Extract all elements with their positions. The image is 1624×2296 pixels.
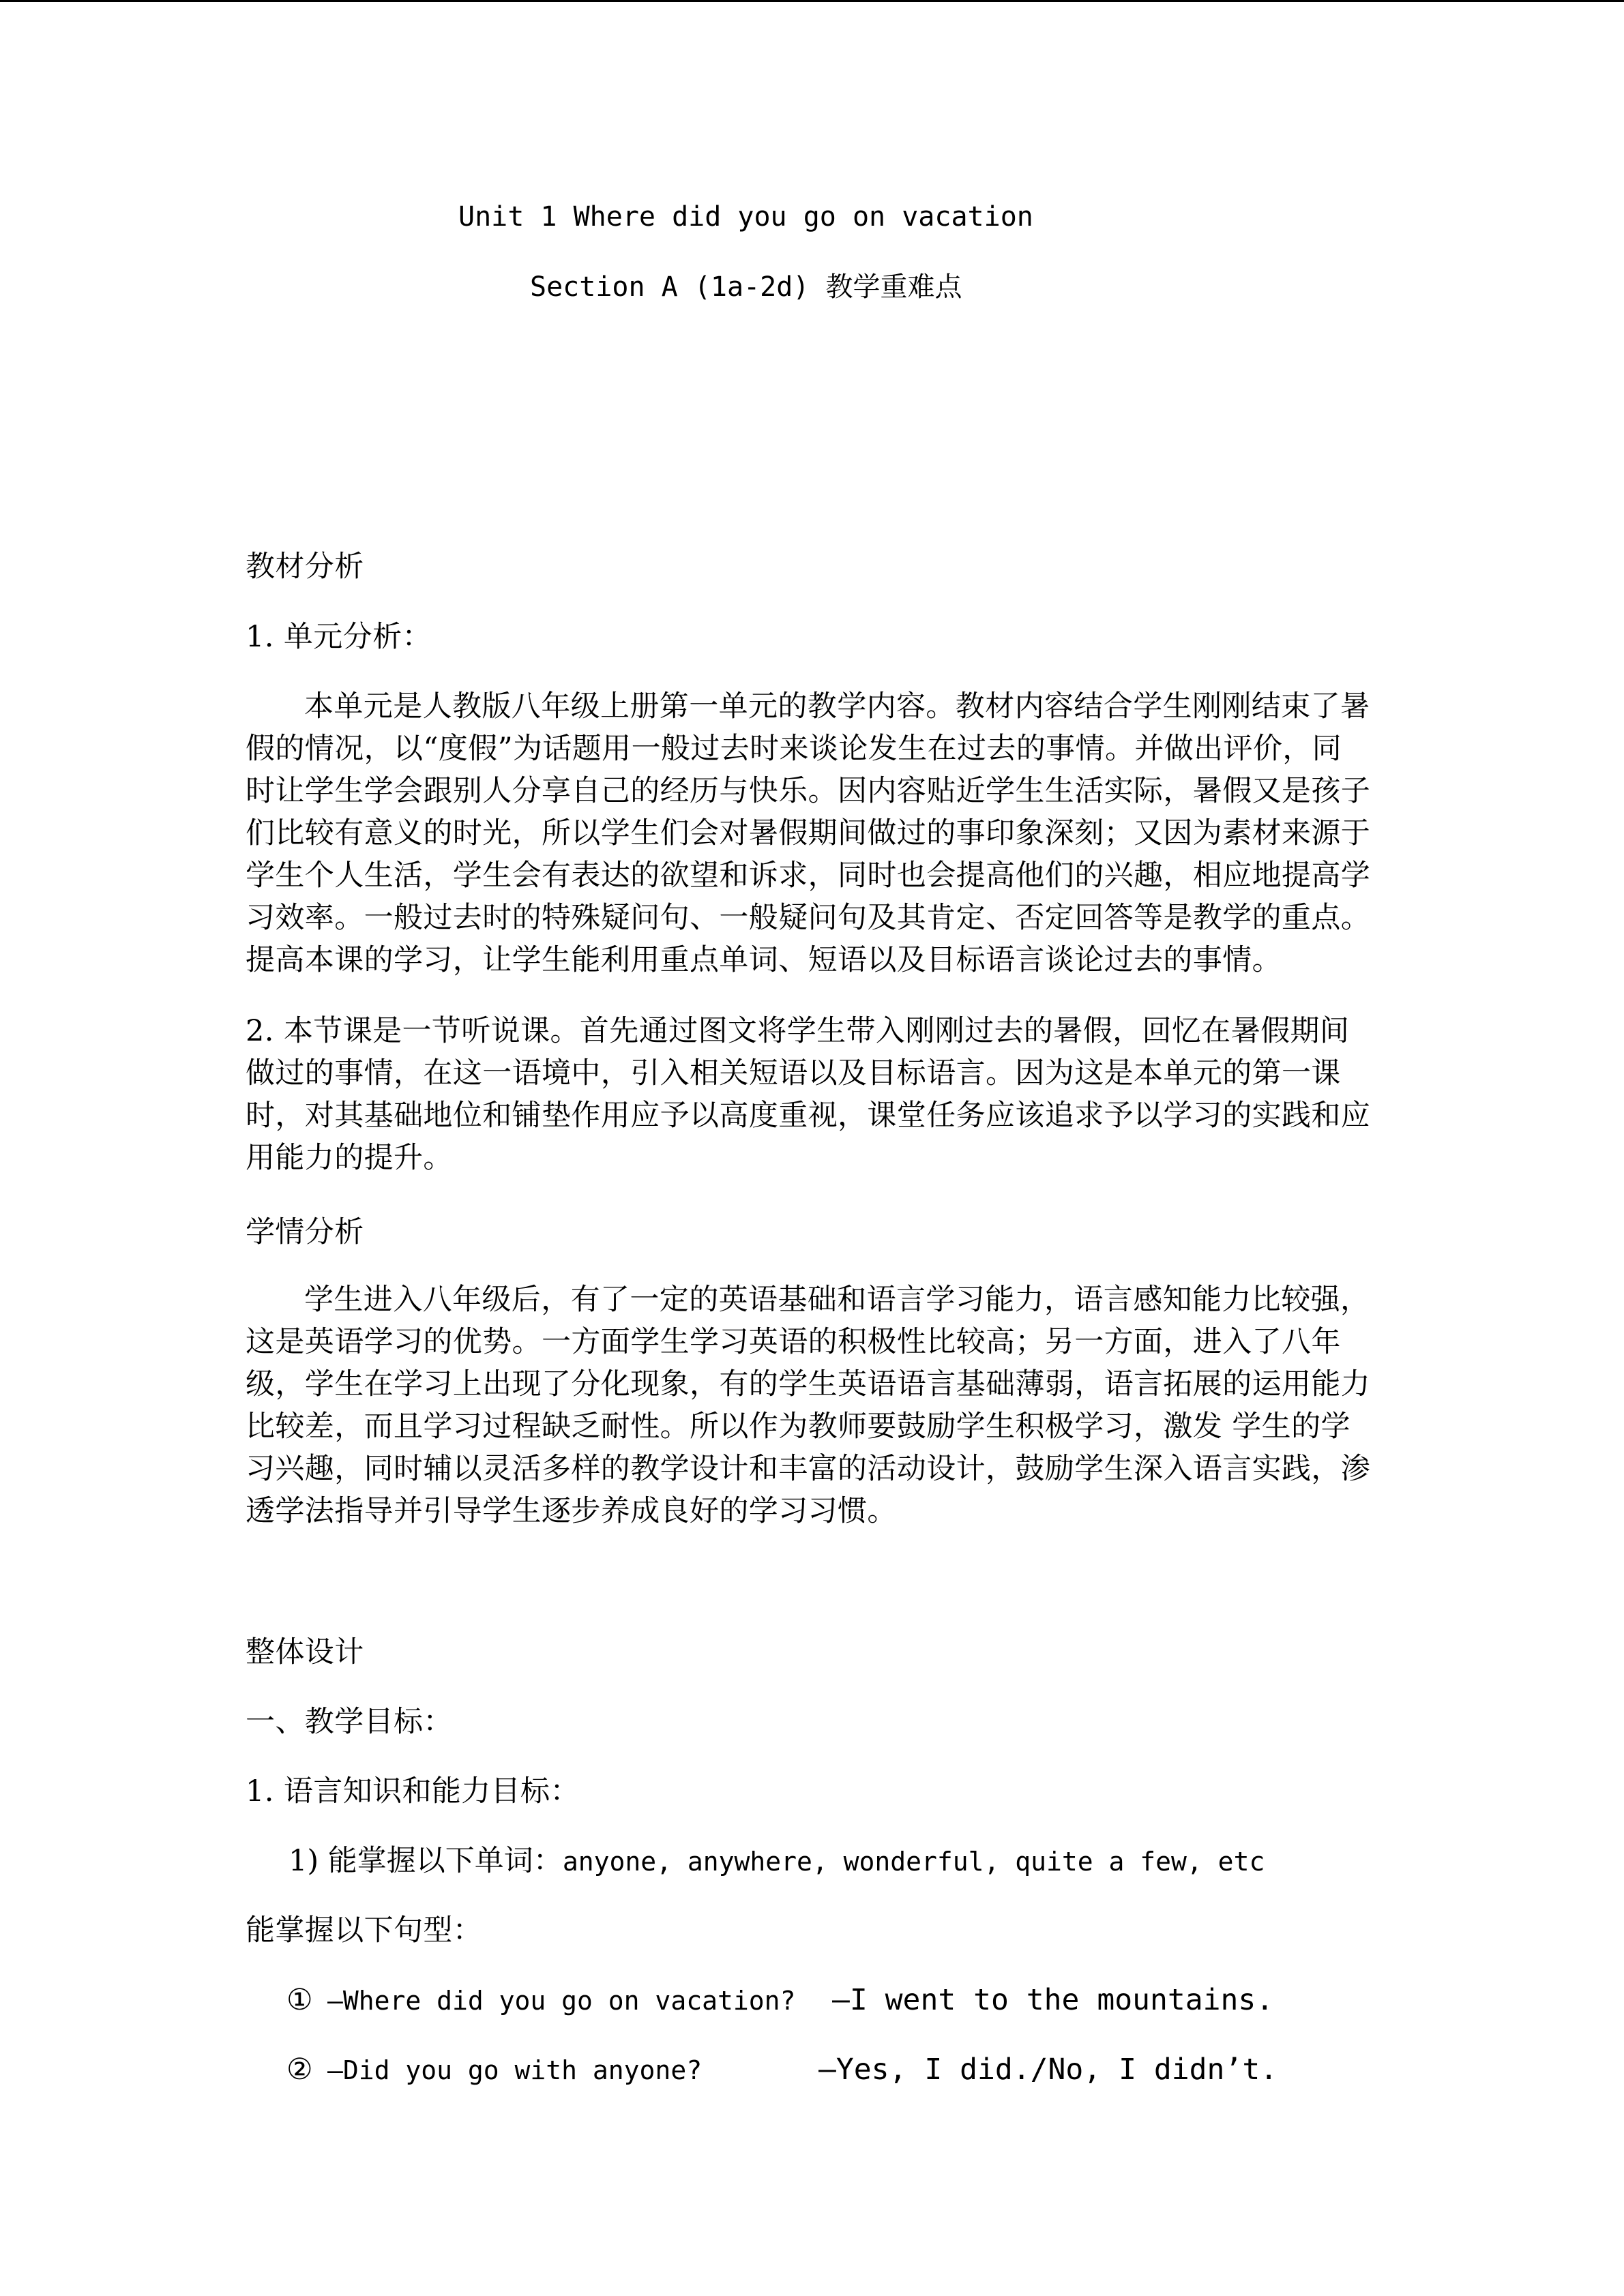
sentence-pattern-2: [286, 2048, 702, 2091]
unit-analysis-heading: 1. 单元分析：: [246, 620, 432, 654]
lesson-type-paragraph: 2. 本节课是一节听说课。首先通过图文将学生带入刚刚过去的暑假，回忆在暑假期间做过的事情，在这一语境中，引入相关短语以及目标语言。因为这是本单元的第一课时，对其基础地位和铺垫作用应予以高度重视，课堂任务应该追求予以学习的实践和应用能力的提升。: [246, 1014, 1371, 1175]
overall-design-heading: 整体设计: [246, 1635, 364, 1669]
document-subtitle: Section A (1a-2d) 教学重难点: [530, 271, 962, 303]
sentence-1-answer: —I went to the mountains.: [832, 1983, 1274, 2017]
document-title: Unit 1 Where did you go on vacation: [458, 201, 1033, 233]
teaching-goals-heading: 一、教学目标：: [246, 1705, 453, 1739]
sentence-pattern-1: [286, 1979, 795, 2022]
unit-analysis-paragraph: 本单元是人教版八年级上册第一单元的教学内容。教材内容结合学生刚刚结束了暑假的情况，以“度假”为话题用一般过去时来谈论发生在过去的事情。并做出评价，同时让学生学会跟别人分享自己的经历与快乐。因内容贴近学生生活实际，暑假又是孩子们比较有意义的时光，所以学生们会对暑假期间做过的事印象深刻；又因为素材来源于学生个人生活，学生会有表达的欲望和诉求，同时也会提高他们的兴趣，相应地提高学习效率。一般过去时的特殊疑问句、一般疑问句及其肯定、否定回答等是教学的重点。提高本课的学习，让学生能利用重点单词、短语以及目标语言谈论过去的事情。: [246, 689, 1371, 977]
language-goals-heading: 1. 语言知识和能力目标：: [246, 1774, 580, 1808]
vocabulary-prefix: 1) 能掌握以下单词：: [289, 1844, 563, 1878]
sentence-1-marker: ①: [286, 1983, 313, 2017]
sentence-2-marker: ②: [286, 2053, 313, 2087]
page-top-border: [0, 0, 1624, 2]
vocabulary-words: anyone, anywhere, wonderful, quite a few, etc: [562, 1847, 1265, 1877]
sentence-2-answer: —Yes, I did./No, I didn’t.: [818, 2053, 1278, 2087]
sentence-2-question: —Did you go with anyone?: [327, 2055, 703, 2085]
learner-analysis-paragraph: 学生进入八年级后，有了一定的英语基础和语言学习能力，语言感知能力比较强，这是英语学习的优势。一方面学生学习英语的积极性比较高；另一方面，进入了八年级，学生在学习上出现了分化现象，有的学生英语语言基础薄弱，语言拓展的运用能力比较差，而且学习过程缺乏耐性。所以作为教师要鼓励学生积极学习，激发 学生的学习兴趣，同时辅以灵活多样的教学设计和丰富的活动设计，鼓励学生深入语言实践，渗透学法指导并引导学生逐步养成良好的学习习惯。: [246, 1283, 1371, 1528]
learner-analysis-heading: 学情分析: [246, 1215, 364, 1249]
vocabulary-line: [289, 1840, 1265, 1883]
sentence-patterns-heading: 能掌握以下句型：: [246, 1913, 483, 1948]
material-analysis-heading: 教材分析: [246, 550, 364, 584]
sentence-1-question: —Where did you go on vacation?: [327, 1986, 796, 2016]
